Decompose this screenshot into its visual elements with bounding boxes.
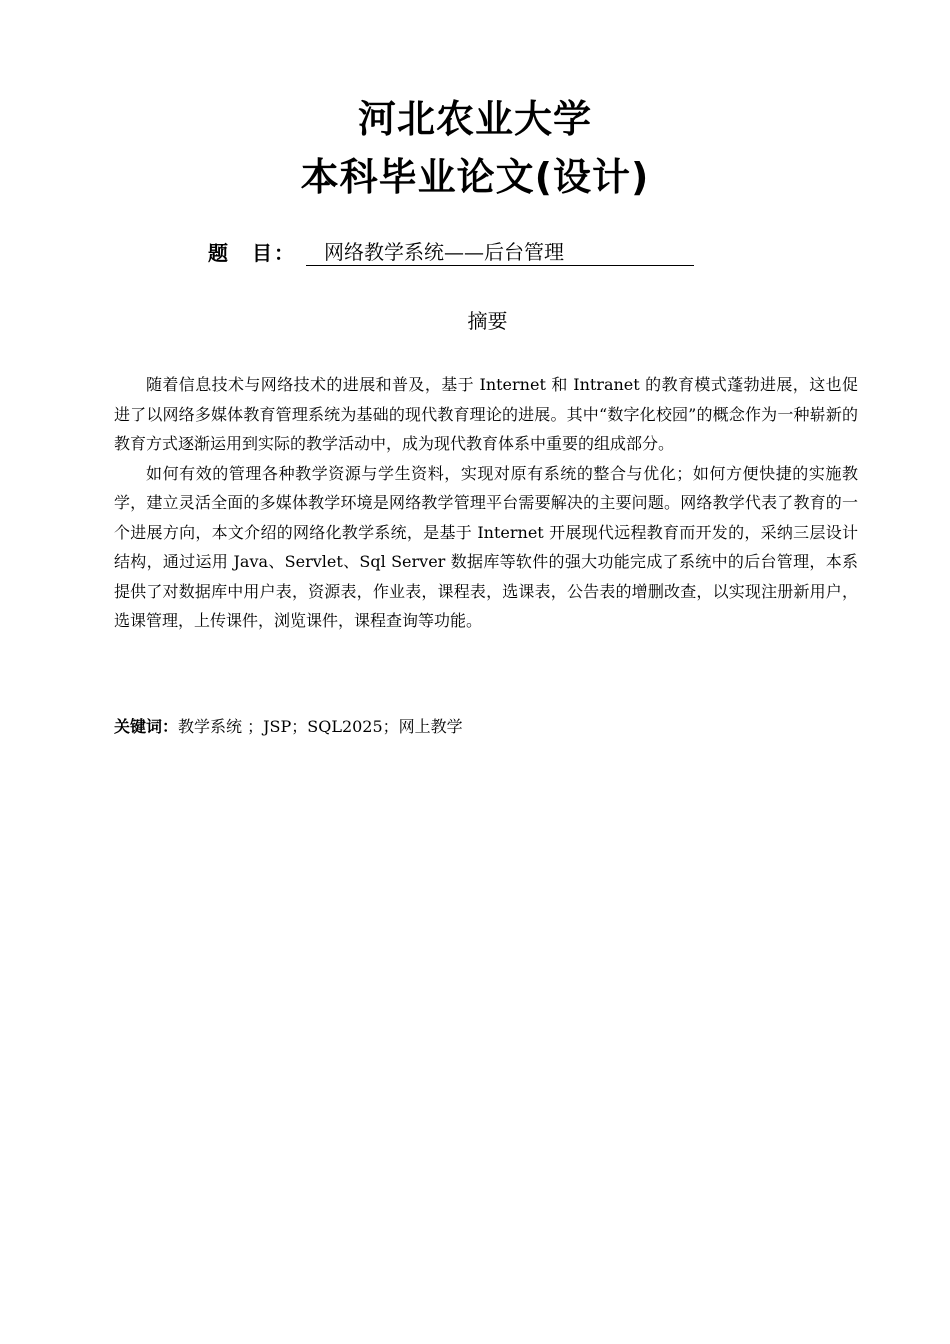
keywords-line	[114, 714, 463, 740]
university-title: 河北农业大学	[357, 97, 592, 141]
abstract-paragraph: 随着信息技术与网络技术的进展和普及，基于 Internet 和 Intranet 的教育模式蓬勃进展，这也促进了以网络多媒体教育管理系统为基础的现代教育理论的进展。其中“数字化校园”的概念作为一种崭新的教育方式逐渐运用到实际的教学活动中，成为现代教育体系中重要的组成部分。	[114, 375, 858, 453]
abstract-body	[114, 370, 858, 636]
abstract-paragraph: 如何有效的管理各种教学资源与学生资料，实现对原有系统的整合与优化；如何方便快捷的实施教学，建立灵活全面的多媒体教学环境是网络教学管理平台需要解决的主要问题。网络教学代表了教育的一个进展方向，本文介绍的网络化教学系统，是基于 Internet 开展现代远程教育而开发的，采纳三层设计结构，通过运用 Java、Servlet、Sql Server 数据库等软件的强大功能完成了系统中的后台管理，本系提供了对数据库中用户表，资源表，作业表，课程表，选课表，公告表的增删改查，以实现注册新用户，选课管理，上传课件，浏览课件，课程查询等功能。	[114, 463, 858, 630]
keywords-value: 教学系统 ；JSP；SQL2025；网上教学	[178, 717, 463, 736]
abstract-heading: 摘要	[467, 309, 508, 333]
topic-label: 题 目：	[208, 241, 296, 265]
topic-value: 网络教学系统——后台管理	[306, 239, 694, 266]
keywords-label: 关键词：	[114, 717, 179, 736]
topic-row	[208, 236, 694, 266]
thesis-type-title: 本科毕业论文(设计)	[300, 155, 650, 199]
